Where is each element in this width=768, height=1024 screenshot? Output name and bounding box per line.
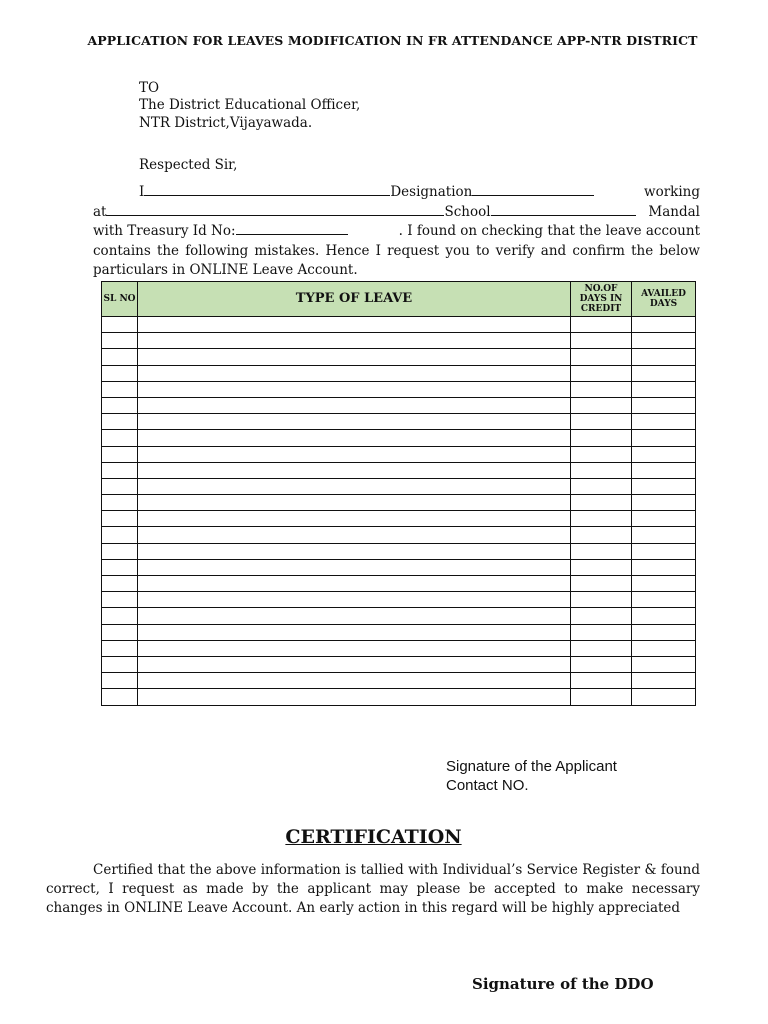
table-row — [102, 608, 696, 624]
cell-sl-no[interactable] — [102, 656, 138, 672]
cell-availed-days[interactable] — [632, 349, 696, 365]
table-row — [102, 349, 696, 365]
table-row — [102, 559, 696, 575]
cell-type-of-leave[interactable] — [138, 414, 571, 430]
body-i: I — [139, 184, 145, 200]
cell-sl-no[interactable] — [102, 495, 138, 511]
table-row — [102, 543, 696, 559]
header-sl-no: SL NO — [102, 282, 138, 317]
table-row — [102, 462, 696, 478]
cell-days-in-credit[interactable] — [571, 397, 632, 413]
cell-availed-days[interactable] — [632, 689, 696, 705]
place-blank[interactable] — [106, 203, 444, 216]
cell-days-in-credit[interactable] — [571, 333, 632, 349]
table-row — [102, 527, 696, 543]
cell-type-of-leave[interactable] — [138, 608, 571, 624]
cell-sl-no[interactable] — [102, 527, 138, 543]
body-line-3 — [93, 222, 700, 242]
cell-sl-no[interactable] — [102, 381, 138, 397]
cell-availed-days[interactable] — [632, 592, 696, 608]
certification-heading: CERTIFICATION — [285, 826, 462, 848]
contact-no-label: Contact NO. — [446, 777, 529, 794]
school-blank[interactable] — [491, 203, 636, 216]
table-row — [102, 381, 696, 397]
cell-sl-no[interactable] — [102, 624, 138, 640]
table-row — [102, 414, 696, 430]
cell-type-of-leave[interactable] — [138, 462, 571, 478]
table-row — [102, 478, 696, 494]
cell-sl-no[interactable] — [102, 430, 138, 446]
table-row — [102, 317, 696, 333]
cell-type-of-leave[interactable] — [138, 349, 571, 365]
cell-days-in-credit[interactable] — [571, 543, 632, 559]
table-body — [102, 317, 696, 706]
cell-days-in-credit[interactable] — [571, 381, 632, 397]
cell-days-in-credit[interactable] — [571, 608, 632, 624]
table-row — [102, 624, 696, 640]
header-availed-days: AVAILED DAYS — [632, 282, 696, 317]
cell-availed-days[interactable] — [632, 430, 696, 446]
cell-type-of-leave[interactable] — [138, 478, 571, 494]
cell-availed-days[interactable] — [632, 608, 696, 624]
table-row — [102, 640, 696, 656]
cell-type-of-leave[interactable] — [138, 333, 571, 349]
cell-sl-no[interactable] — [102, 689, 138, 705]
cell-days-in-credit[interactable] — [571, 527, 632, 543]
cell-days-in-credit[interactable] — [571, 624, 632, 640]
cell-sl-no[interactable] — [102, 446, 138, 462]
cell-days-in-credit[interactable] — [571, 689, 632, 705]
cell-days-in-credit[interactable] — [571, 317, 632, 333]
cell-days-in-credit[interactable] — [571, 414, 632, 430]
address-line-2: NTR District,Vijayawada. — [139, 115, 313, 131]
address-line-1: The District Educational Officer, — [139, 97, 361, 113]
cell-type-of-leave[interactable] — [138, 624, 571, 640]
cell-days-in-credit[interactable] — [571, 478, 632, 494]
cell-sl-no[interactable] — [102, 462, 138, 478]
applicant-signature-block — [446, 757, 617, 795]
leave-table — [101, 281, 696, 706]
treasury-id-label: with Treasury Id No: — [93, 223, 236, 239]
cell-sl-no[interactable] — [102, 365, 138, 381]
cell-days-in-credit[interactable] — [571, 430, 632, 446]
table-row — [102, 576, 696, 592]
cell-type-of-leave[interactable] — [138, 446, 571, 462]
ddo-signature-label: Signature of the DDO — [472, 975, 654, 993]
cell-sl-no[interactable] — [102, 333, 138, 349]
cell-availed-days[interactable] — [632, 365, 696, 381]
cell-availed-days[interactable] — [632, 511, 696, 527]
application-body — [93, 183, 700, 281]
cell-availed-days[interactable] — [632, 543, 696, 559]
designation-label: Designation — [390, 184, 473, 200]
cell-days-in-credit[interactable] — [571, 640, 632, 656]
cell-days-in-credit[interactable] — [571, 462, 632, 478]
cell-availed-days[interactable] — [632, 462, 696, 478]
cell-sl-no[interactable] — [102, 317, 138, 333]
cell-days-in-credit[interactable] — [571, 656, 632, 672]
address-to: TO — [139, 80, 160, 96]
cell-sl-no[interactable] — [102, 414, 138, 430]
cell-sl-no[interactable] — [102, 592, 138, 608]
cell-type-of-leave[interactable] — [138, 511, 571, 527]
name-blank[interactable] — [144, 183, 390, 196]
cell-sl-no[interactable] — [102, 576, 138, 592]
cell-days-in-credit[interactable] — [571, 446, 632, 462]
table-row — [102, 592, 696, 608]
cell-sl-no[interactable] — [102, 397, 138, 413]
cell-days-in-credit[interactable] — [571, 511, 632, 527]
cell-availed-days[interactable] — [632, 673, 696, 689]
body-line-5: particulars in ONLINE Leave Account. — [93, 262, 358, 278]
cell-sl-no[interactable] — [102, 543, 138, 559]
cell-type-of-leave[interactable] — [138, 365, 571, 381]
cell-sl-no[interactable] — [102, 349, 138, 365]
cell-sl-no[interactable] — [102, 608, 138, 624]
cell-days-in-credit[interactable] — [571, 592, 632, 608]
cell-availed-days[interactable] — [632, 656, 696, 672]
body-line-4: contains the following mistakes. Hence I request you to verify and confirm the below — [93, 242, 700, 259]
table-row — [102, 430, 696, 446]
cell-availed-days[interactable] — [632, 478, 696, 494]
cell-sl-no[interactable] — [102, 673, 138, 689]
cell-type-of-leave[interactable] — [138, 656, 571, 672]
cell-days-in-credit[interactable] — [571, 576, 632, 592]
table-row — [102, 397, 696, 413]
cell-type-of-leave[interactable] — [138, 430, 571, 446]
cell-type-of-leave[interactable] — [138, 640, 571, 656]
body-line-1 — [93, 183, 700, 203]
cell-days-in-credit[interactable] — [571, 559, 632, 575]
salutation: Respected Sir, — [139, 157, 238, 173]
working-label: working — [644, 184, 700, 200]
cell-availed-days[interactable] — [632, 317, 696, 333]
header-type-of-leave: TYPE OF LEAVE — [138, 282, 571, 317]
cell-days-in-credit[interactable] — [571, 349, 632, 365]
certification-paragraph — [46, 861, 700, 918]
table-row — [102, 511, 696, 527]
cell-availed-days[interactable] — [632, 495, 696, 511]
certification-text: Certified that the above information is tallied with Individual’s Service Register & found correct, I request as made by the applicant may please be accepted to make necessary changes in ONLINE Leave Account. An early action in this regard will be highly appreciated — [46, 862, 700, 916]
cell-type-of-leave[interactable] — [138, 495, 571, 511]
cell-sl-no[interactable] — [102, 559, 138, 575]
cell-days-in-credit[interactable] — [571, 365, 632, 381]
table-row — [102, 656, 696, 672]
body-line-3-suffix: . I found on checking that the leave account — [398, 223, 700, 239]
cell-availed-days[interactable] — [632, 527, 696, 543]
cell-availed-days[interactable] — [632, 333, 696, 349]
cell-type-of-leave[interactable] — [138, 559, 571, 575]
cell-sl-no[interactable] — [102, 640, 138, 656]
at-label: at — [93, 203, 107, 220]
body-line-2 — [93, 203, 700, 223]
table-row — [102, 689, 696, 705]
table-row — [102, 446, 696, 462]
table-row — [102, 673, 696, 689]
cell-availed-days[interactable] — [632, 559, 696, 575]
cell-type-of-leave[interactable] — [138, 543, 571, 559]
treasury-id-blank[interactable] — [236, 222, 348, 235]
cell-sl-no[interactable] — [102, 511, 138, 527]
cell-type-of-leave[interactable] — [138, 317, 571, 333]
document-title: APPLICATION FOR LEAVES MODIFICATION IN FR ATTENDANCE APP-NTR DISTRICT — [87, 33, 698, 48]
mandal-label: Mandal — [648, 203, 700, 220]
cell-availed-days[interactable] — [632, 640, 696, 656]
cell-type-of-leave[interactable] — [138, 397, 571, 413]
cell-days-in-credit[interactable] — [571, 495, 632, 511]
cell-type-of-leave[interactable] — [138, 673, 571, 689]
cell-type-of-leave[interactable] — [138, 689, 571, 705]
cell-availed-days[interactable] — [632, 446, 696, 462]
cell-type-of-leave[interactable] — [138, 381, 571, 397]
cell-availed-days[interactable] — [632, 414, 696, 430]
cell-type-of-leave[interactable] — [138, 527, 571, 543]
table-row — [102, 333, 696, 349]
cell-sl-no[interactable] — [102, 478, 138, 494]
table-row — [102, 365, 696, 381]
table-header-row — [102, 282, 696, 317]
cell-days-in-credit[interactable] — [571, 673, 632, 689]
cell-availed-days[interactable] — [632, 397, 696, 413]
table-row — [102, 495, 696, 511]
cell-availed-days[interactable] — [632, 381, 696, 397]
school-label: School — [444, 203, 491, 220]
cell-availed-days[interactable] — [632, 576, 696, 592]
cell-type-of-leave[interactable] — [138, 592, 571, 608]
cell-availed-days[interactable] — [632, 624, 696, 640]
designation-blank[interactable] — [472, 183, 594, 196]
cell-type-of-leave[interactable] — [138, 576, 571, 592]
header-days-in-credit: NO.OF DAYS IN CREDIT — [571, 282, 632, 317]
signature-applicant-label: Signature of the Applicant — [446, 758, 617, 775]
